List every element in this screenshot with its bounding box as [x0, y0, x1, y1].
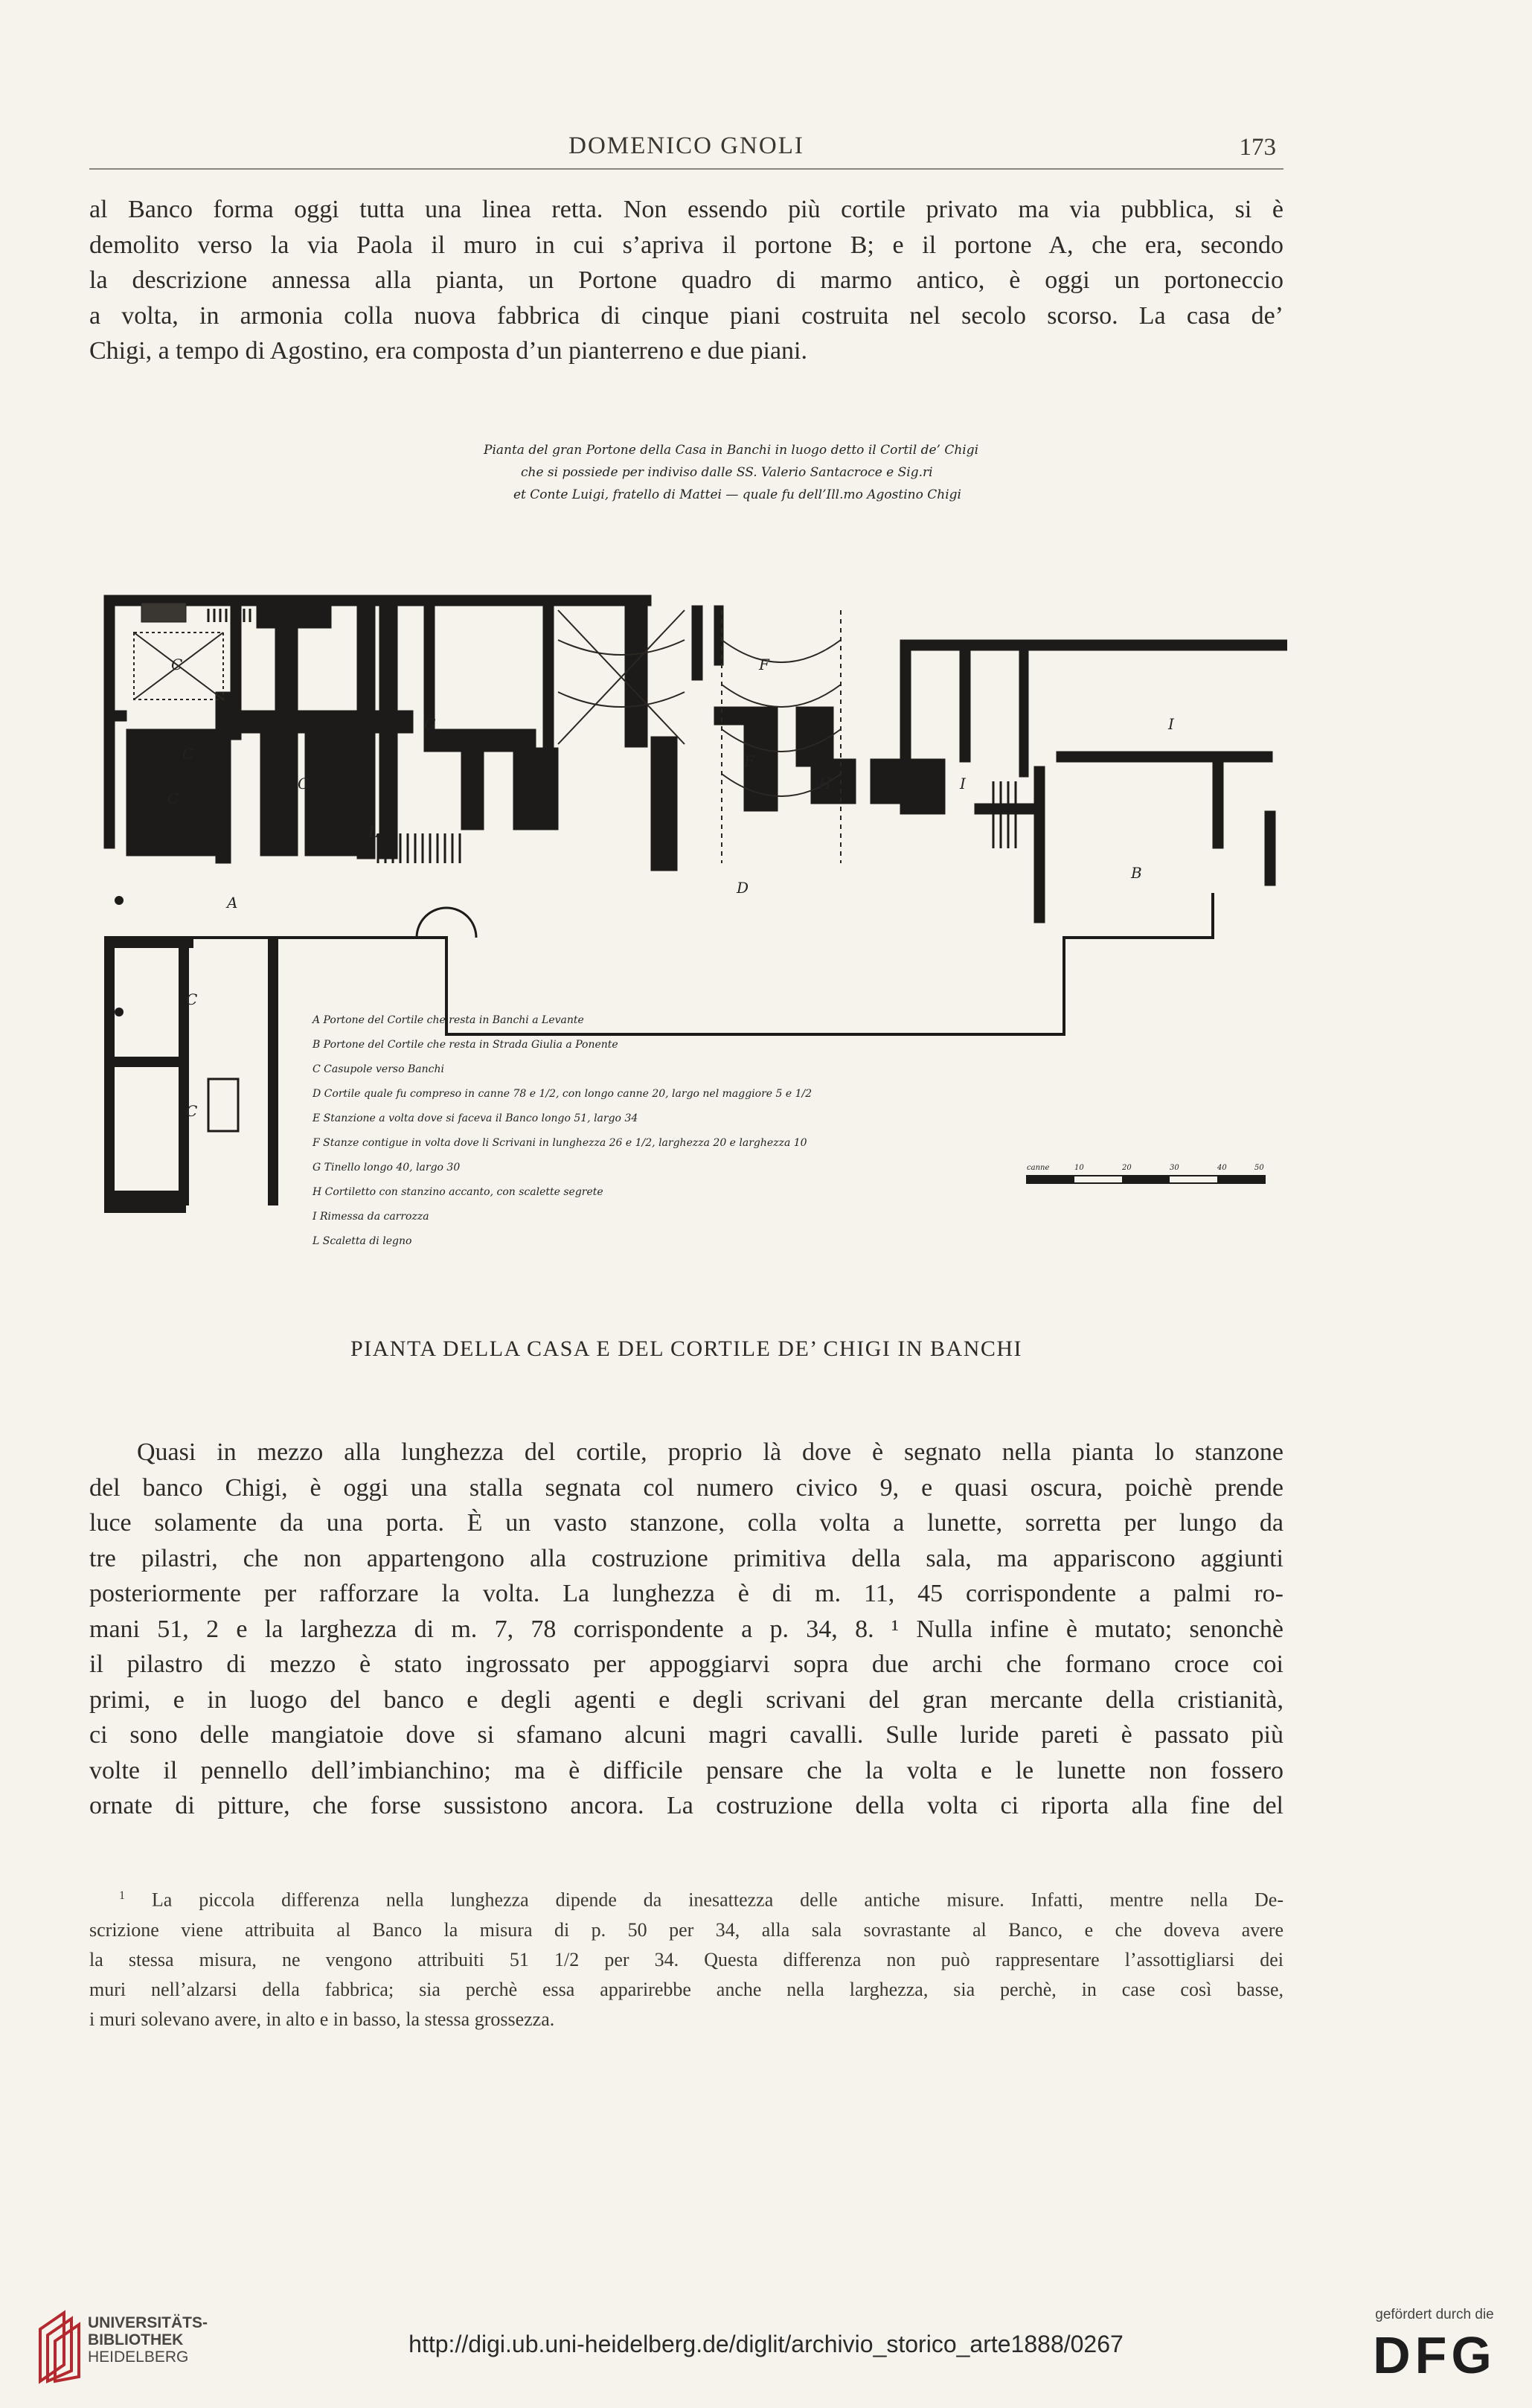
- room-letter: C: [298, 775, 310, 792]
- legend-item: D Cortile quale fu compreso in canne 78 e 1/2, con longo canne 20, largo nel maggiore 5 e 1/2: [313, 1088, 813, 1100]
- text-line: Quasi in mezzo alla lunghezza del cortile, proprio là dove è segnato nella pianta lo stanzone: [137, 1438, 1283, 1466]
- text-line: ornate di pitture, che forse sussistono ancora. La costruzione della volta ci riporta alla fine del: [89, 1792, 1283, 1819]
- legend-item: G Tinello longo 40, largo 30: [313, 1162, 461, 1173]
- funded-by-text: gefördert durch die: [1375, 2307, 1494, 2322]
- text-line: del banco Chigi, è oggi una stalla segnata col numero civico 9, e quasi oscura, poichè prende: [89, 1473, 1283, 1502]
- plan-title-line: et Conte Luigi, fratello di Mattei — quale fu dell’Ill.mo Agostino Chigi: [513, 487, 961, 502]
- running-head: [89, 131, 1283, 170]
- footnote-text: La piccola differenza nella lunghezza dipende da inesattezza delle antiche misure. Infatti, mentre nella De-: [151, 1889, 1283, 1911]
- scale-label: 10: [1074, 1164, 1084, 1172]
- text-line: mani 51, 2 e la larghezza di m. 7, 78 corrispondente a p. 34, 8. ¹ Nulla infine è mutato; senonchè: [89, 1615, 1283, 1643]
- text-line: primi, e in luogo del banco e degli agenti e degli scrivani del gran mercante della cristianità,: [89, 1685, 1283, 1714]
- text-line: la descrizione annessa alla pianta, un Portone quadro di marmo antico, è oggi un portoneccio: [89, 266, 1283, 294]
- scale-label: 30: [1170, 1164, 1179, 1172]
- lower-building: [104, 938, 278, 1213]
- library-name-line: UNIVERSITÄTS-: [88, 2314, 208, 2331]
- room-letter: F: [744, 752, 754, 770]
- footnote-mark: 1: [119, 1889, 125, 1902]
- legend-item: E Stanzione a volta dove si faceva il Banco longo 51, largo 34: [313, 1112, 638, 1124]
- room-letter: I: [1168, 715, 1174, 733]
- scale-bar: [1027, 1164, 1265, 1183]
- room-letter: L: [368, 823, 379, 841]
- legend-item: L Scaletta di legno: [313, 1235, 412, 1247]
- footnotes: [89, 1881, 1283, 2034]
- plan-legend: [311, 1014, 812, 1247]
- legend-item: I Rimessa da carrozza: [313, 1211, 429, 1223]
- digitization-footer: [0, 2292, 1532, 2408]
- footnote-line: scrizione viene attribuita al Banco la misura di p. 50 per 34, alla sala sovrastante al Banco, e che doveva avere: [89, 1918, 1283, 1941]
- scale-label: 20: [1122, 1164, 1132, 1172]
- room-letter: D: [737, 879, 749, 897]
- text-line: Chigi, a tempo di Agostino, era composta d’un pianterreno e due piani.: [89, 337, 807, 365]
- plan-dot: [115, 896, 124, 905]
- paragraph-2: [89, 1435, 1283, 1824]
- plan-title-line: che si possiede per indiviso dalle SS. Valerio Santacroce e Sig.ri: [521, 465, 933, 480]
- room-letter: C: [182, 745, 194, 763]
- library-name-line: HEIDELBERG: [88, 2348, 189, 2366]
- legend-item: A Portone del Cortile che resta in Banchi a Levante: [313, 1014, 584, 1026]
- page-number: 173: [1239, 134, 1276, 161]
- footnote-line: [89, 1881, 1283, 1915]
- text-line: a volta, in armonia colla nuova fabbrica di cinque piani costruita nel secolo scorso. La casa de’: [89, 301, 1283, 330]
- text-line: posteriormente per rafforzare la volta. La lunghezza è di m. 11, 45 corrispondente a palmi ro-: [89, 1580, 1283, 1607]
- funder-block: [1360, 2307, 1509, 2383]
- room-letter: C: [167, 790, 179, 807]
- room-letter: F: [759, 656, 769, 673]
- floor-plan: [97, 417, 1287, 1310]
- legend-item: F Stanze contigue in volta dove li Scrivani in lunghezza 26 e 1/2, larghezza 20 e larghezza 10: [313, 1137, 807, 1149]
- room-letter: C: [171, 656, 183, 673]
- scale-label: 40: [1217, 1164, 1227, 1172]
- plan-dot: [115, 1008, 124, 1016]
- figure-caption: PIANTA DELLA CASA E DEL CORTILE DE’ CHIGI IN BANCHI: [350, 1336, 1023, 1361]
- room-letter: C: [186, 1102, 198, 1120]
- text-line: ci sono delle mangiatoie dove si sfamano alcuni magri cavalli. Sulle luride pareti è passato più: [89, 1721, 1283, 1749]
- text-line: volte il pennello dell’imbianchino; ma è difficile pensare che la volta e le lunette non fossero: [89, 1756, 1283, 1784]
- text-line: demolito verso la via Paola il muro in cui s’apriva il portone B; e il portone A, che era, secondo: [89, 231, 1283, 259]
- room-letter: I: [960, 775, 966, 792]
- text-line: il pilastro di mezzo è stato ingrossato per appoggiarvi sopra due archi che formano croce coi: [89, 1650, 1283, 1678]
- footnote-line: la stessa misura, ne vengono attribuiti 51 1/2 per 34. Questa differenza non può rappresentare l’assottigliarsi dei: [89, 1948, 1283, 1970]
- text-line: al Banco forma oggi tutta una linea retta. Non essendo più cortile privato ma via pubblica, si è: [89, 196, 1283, 223]
- room-letter: H: [818, 775, 832, 792]
- source-url[interactable]: http://digi.ub.uni-heidelberg.de/diglit/archivio_storico_arte1888/0267: [408, 2331, 1124, 2357]
- dfg-logo: DFG: [1373, 2326, 1496, 2384]
- legend-item: H Cortiletto con stanzino accanto, con scalette segrete: [313, 1186, 603, 1198]
- plan-title-line: Pianta del gran Portone della Casa in Banchi in luogo detto il Cortil de’ Chigi: [484, 443, 979, 458]
- room-letter: A: [227, 894, 238, 912]
- legend-item: C Casupole verso Banchi: [313, 1063, 444, 1075]
- scale-label: 50: [1254, 1164, 1264, 1172]
- room-letter: C: [186, 990, 198, 1008]
- legend-item: B Portone del Cortile che resta in Strada Giulia a Ponente: [313, 1039, 618, 1051]
- paragraph-1: [89, 192, 1283, 369]
- library-name-line: BIBLIOTHEK: [88, 2331, 184, 2348]
- text-line: tre pilastri, che non appartengono alla costruzione primitiva della sala, ma appariscono aggiunti: [89, 1544, 1283, 1572]
- running-title: DOMENICO GNOLI: [568, 132, 804, 159]
- text-line: luce solamente da una porta. È un vasto stanzone, colla volta a lunette, sorretta per lungo da: [89, 1509, 1283, 1537]
- footnote-line: i muri solevano avere, in alto e in basso, la stessa grossezza.: [89, 2008, 555, 2030]
- room-letter: G: [424, 715, 436, 733]
- footnote-line: muri nell’alzarsi della fabbrica; sia perchè essa apparirebbe anche nella larghezza, sia perchè, in case così basse,: [89, 1978, 1283, 2000]
- building-walls: [104, 595, 1287, 923]
- scale-label: canne: [1027, 1164, 1050, 1172]
- room-letter: B: [1131, 864, 1142, 882]
